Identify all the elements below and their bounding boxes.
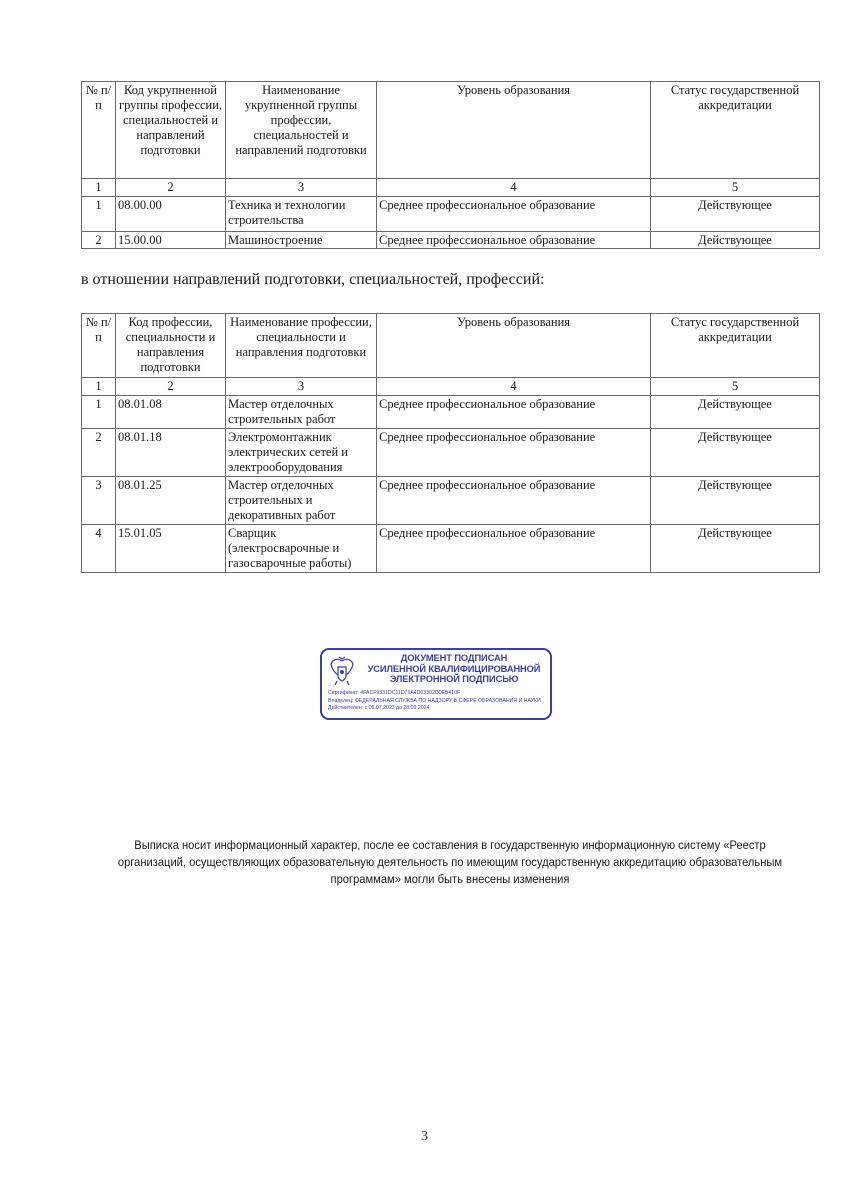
page-number: 3 <box>421 1129 428 1144</box>
table-row <box>82 197 820 232</box>
stamp-title <box>358 653 550 685</box>
table-row <box>82 429 820 477</box>
col-num: 4 <box>377 378 651 396</box>
column-number-row <box>82 378 820 396</box>
col-num: 1 <box>82 378 116 396</box>
row-status: Действующее <box>651 197 820 232</box>
col-num: 1 <box>82 179 116 197</box>
column-number-row <box>82 179 820 197</box>
accredited-professions-table <box>81 313 820 573</box>
row-level: Среднее профессиональное образование <box>377 197 651 232</box>
row-code: 08.00.00 <box>116 197 226 232</box>
row-code: 08.01.25 <box>116 477 226 525</box>
row-num: 3 <box>82 477 116 525</box>
col-num: 3 <box>226 179 377 197</box>
row-level: Среднее профессиональное образование <box>377 396 651 429</box>
header-code: Код укрупненной группы профессии, специальностей и направлений подготовки <box>116 82 226 179</box>
stamp-title-line: УСИЛЕННОЙ КВАЛИФИЦИРОВАННОЙ <box>367 663 541 674</box>
row-num: 2 <box>82 429 116 477</box>
row-name: Машиностроение <box>226 232 377 249</box>
header-num: № п/п <box>82 82 116 179</box>
disclaimer-footnote: Выписка носит информационный характер, после ее составления в государственную информационную систему «Реестр организаций, осуществляющих образовательную деятельность по имеющим государственную аккредитацию образовательным программам» могли быть внесены изменения <box>117 838 783 886</box>
row-level: Среднее профессиональное образование <box>377 477 651 525</box>
col-num: 2 <box>116 179 226 197</box>
stamp-certificate: Сертификат: 4FACF9331DC11D71A4D03302D0EB410F <box>328 690 461 696</box>
col-num: 5 <box>651 179 820 197</box>
row-code: 15.01.05 <box>116 525 226 573</box>
row-name: Сварщик (электросварочные и газосварочные работы) <box>226 525 377 573</box>
header-name: Наименование профессии, специальности и направления подготовки <box>226 314 377 378</box>
row-level: Среднее профессиональное образование <box>377 232 651 249</box>
row-num: 2 <box>82 232 116 249</box>
header-num: № п/п <box>82 314 116 378</box>
stamp-info <box>328 690 541 713</box>
row-code: 08.01.08 <box>116 396 226 429</box>
row-level: Среднее профессиональное образование <box>377 525 651 573</box>
row-status: Действующее <box>651 477 820 525</box>
header-code: Код профессии, специальности и направления подготовки <box>116 314 226 378</box>
col-num: 4 <box>377 179 651 197</box>
col-num: 3 <box>226 378 377 396</box>
header-status: Статус государственной аккредитации <box>651 314 820 378</box>
header-status: Статус государственной аккредитации <box>651 82 820 179</box>
table-row <box>82 525 820 573</box>
row-name: Техника и технологии строительства <box>226 197 377 232</box>
row-num: 1 <box>82 197 116 232</box>
accredited-groups-table <box>81 81 820 249</box>
row-status: Действующее <box>651 232 820 249</box>
row-name: Мастер отделочных строительных и декоративных работ <box>226 477 377 525</box>
row-status: Действующее <box>651 525 820 573</box>
table-row <box>82 232 820 249</box>
row-name: Мастер отделочных строительных работ <box>226 396 377 429</box>
stamp-title-line: ЭЛЕКТРОННОЙ ПОДПИСЬЮ <box>389 674 519 684</box>
row-code: 08.01.18 <box>116 429 226 477</box>
table-header-row <box>82 82 820 179</box>
row-status: Действующее <box>651 429 820 477</box>
header-level: Уровень образования <box>377 82 651 179</box>
stamp-owner: Владелец: ФЕДЕРАЛЬНАЯ СЛУЖБА ПО НАДЗОРУ В СФЕРЕ ОБРАЗОВАНИЯ И НАУКИ <box>328 697 541 704</box>
table-header-row <box>82 314 820 378</box>
row-name: Электромонтажник электрических сетей и электрооборудования <box>226 429 377 477</box>
row-num: 1 <box>82 396 116 429</box>
row-level: Среднее профессиональное образование <box>377 429 651 477</box>
header-level: Уровень образования <box>377 314 651 378</box>
col-num: 2 <box>116 378 226 396</box>
col-num: 5 <box>651 378 820 396</box>
stamp-validity: Действителен: с 06.07.2023 до 28.09.2024 <box>328 705 430 711</box>
coat-of-arms-icon <box>329 655 355 687</box>
header-name: Наименование укрупненной группы профессии, специальностей и направлений подготовки <box>226 82 377 179</box>
table-row <box>82 477 820 525</box>
row-status: Действующее <box>651 396 820 429</box>
intro-text: в отношении направлений подготовки, специальностей, профессий: <box>81 271 545 288</box>
row-code: 15.00.00 <box>116 232 226 249</box>
row-num: 4 <box>82 525 116 573</box>
table-row <box>82 396 820 429</box>
e-signature-stamp <box>320 648 552 720</box>
stamp-title-line: ДОКУМЕНТ ПОДПИСАН <box>400 653 508 663</box>
